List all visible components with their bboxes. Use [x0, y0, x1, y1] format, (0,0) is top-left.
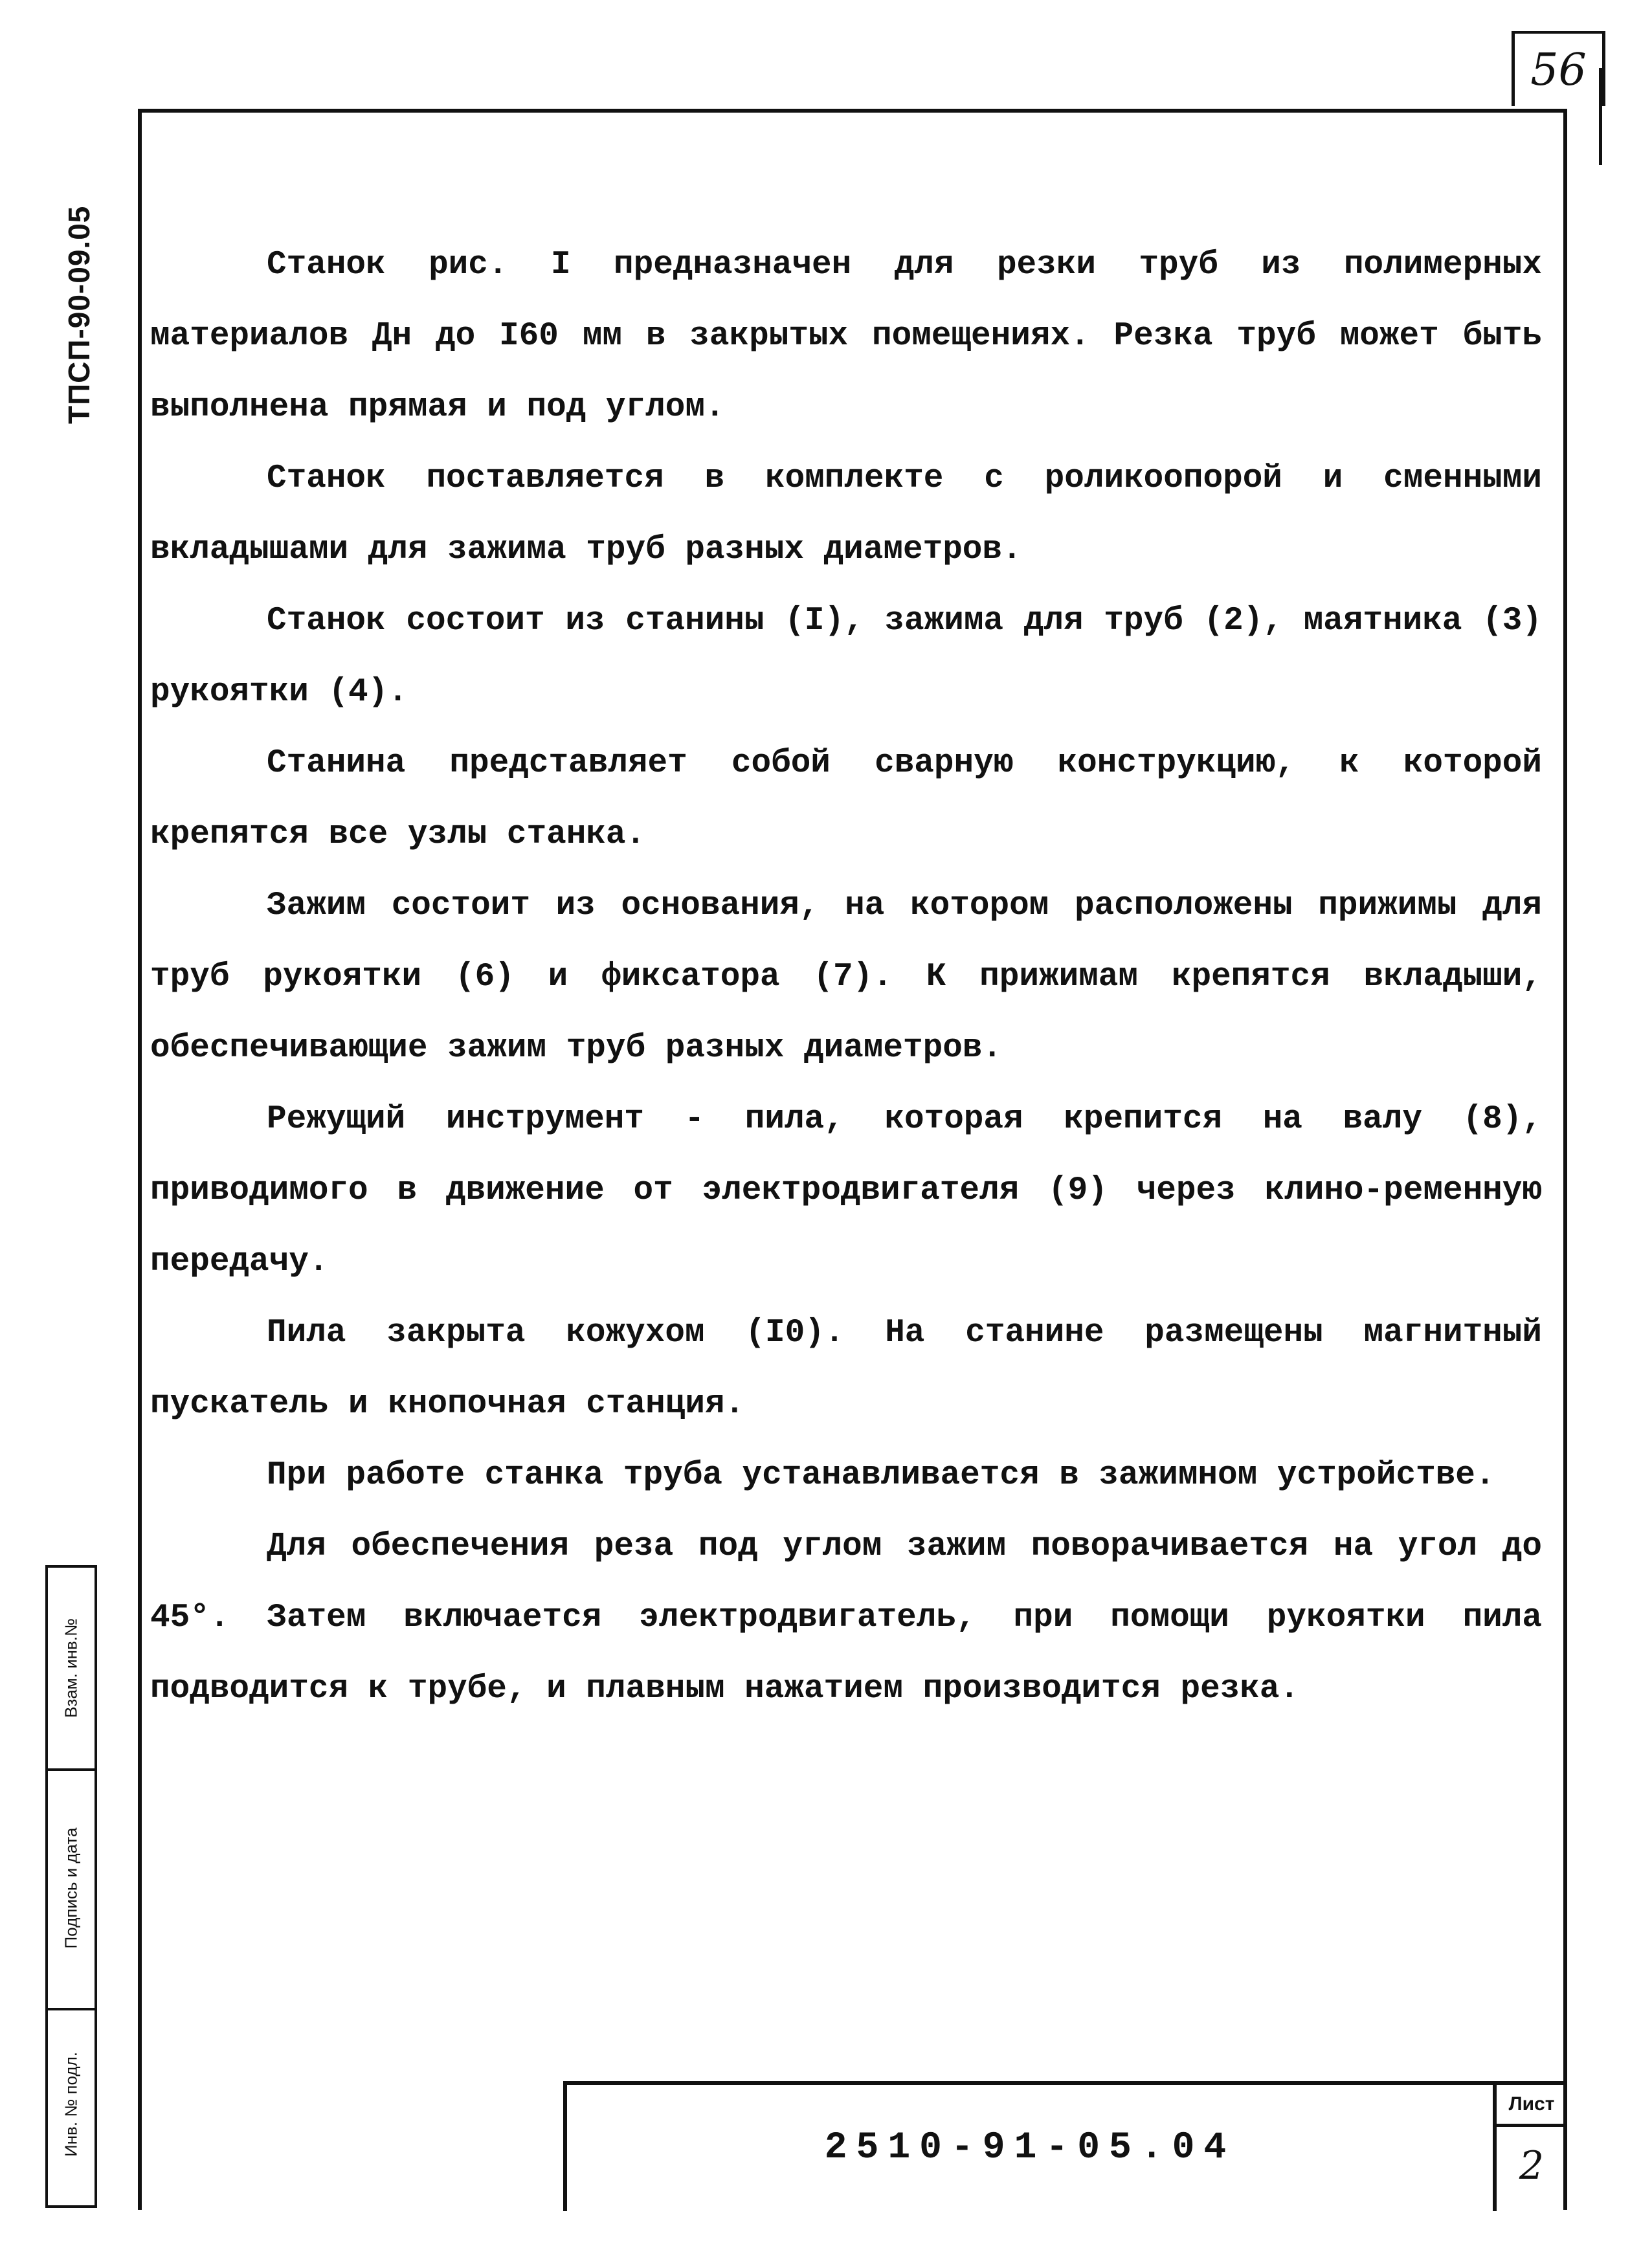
title-block [563, 2081, 1567, 2211]
paragraph: Режущий инструмент - пила, которая крепится на валу (8), приводимого в движение от электродвигателя (9) через клино-ременную передачу. [150, 1101, 1542, 1280]
stamp-label: Взам. инв.№ [61, 1618, 81, 1718]
stamp-cell [48, 2008, 95, 2200]
document-code: ТПСП-90-09.05 [62, 205, 96, 424]
document-body [150, 230, 1542, 1725]
frame-edge [1599, 68, 1602, 165]
sheet-label: Лист [1497, 2085, 1567, 2127]
paragraph: Станок рис. I предназначен для резки труб из полимерных материалов Дн до I60 мм в закрытых помещениях. Резка труб может быть выполнена прямая и под углом. [150, 247, 1542, 426]
stamp-cell [48, 1568, 95, 1771]
page-number: 56 [1512, 31, 1605, 106]
sheet-cell [1493, 2085, 1567, 2211]
paragraph: При работе станка труба устанавливается в зажимном устройстве. [267, 1457, 1495, 1494]
stamp-label: Подпись и дата [61, 1827, 81, 1949]
stamp-cell [48, 1768, 95, 2010]
paragraph: Пила закрыта кожухом (I0). На станине размещены магнитный пускатель и кнопочная станция. [150, 1315, 1542, 1423]
paragraph: Зажим состоит из основания, на котором расположены прижимы для труб рукоятки (6) и фиксатора (7). К прижимам крепятся вкладыши, обеспечивающие зажим труб разных диаметров. [150, 887, 1542, 1067]
paragraph: Станина представляет собой сварную конструкцию, к которой крепятся все узлы станка. [150, 745, 1542, 853]
document-designation: 2510-91-05.04 [824, 2127, 1236, 2169]
sheet-number: 2 [1519, 2143, 1545, 2188]
signature-stamp [45, 1565, 97, 2208]
paragraph: Станок поставляется в комплекте с роликоопорой и сменными вкладышами для зажима труб разных диаметров. [150, 460, 1542, 568]
stamp-label: Инв. № подл. [61, 2051, 81, 2157]
paragraph: Станок состоит из станины (I), зажима для труб (2), маятника (3) рукоятки (4). [150, 603, 1542, 711]
paragraph: Для обеспечения реза под углом зажим поворачивается на угол до 45°. Затем включается электродвигатель, при помощи рукоятки пила подводится к трубе, и плавным нажатием производится резка. [150, 1528, 1542, 1708]
